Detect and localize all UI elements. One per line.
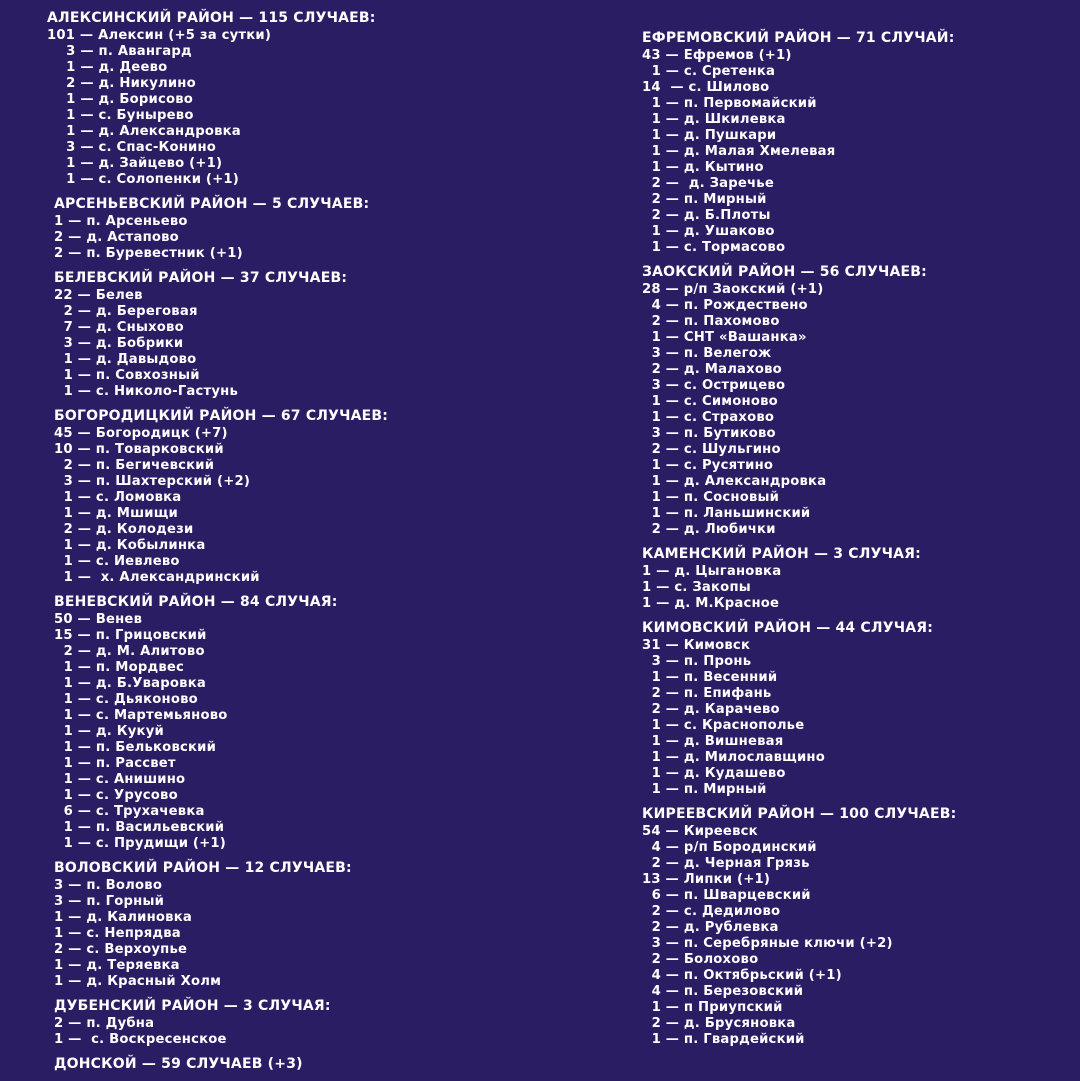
case-row: 1 — д. Александровка: [47, 124, 241, 139]
district-title: ЕФРЕМОВСКИЙ РАЙОН — 71 СЛУЧАЙ:: [642, 30, 955, 46]
district-title: ВОЛОВСКИЙ РАЙОН — 12 СЛУЧАЕВ:: [54, 860, 352, 876]
case-row: 1 — д. Калиновка: [54, 910, 192, 925]
district-title: КАМЕНСКИЙ РАЙОН — 3 СЛУЧАЯ:: [642, 546, 921, 562]
district-title: БЕЛЕВСКИЙ РАЙОН — 37 СЛУЧАЕВ:: [54, 270, 348, 286]
district-block: [642, 805, 1062, 1048]
case-row: 45 — Богородицк (+7): [54, 426, 228, 441]
case-row: 1 — п. Весенний: [642, 670, 778, 685]
case-row: 2 — п. Пахомово: [642, 314, 780, 329]
case-row: 3 — п. Бутиково: [642, 426, 776, 441]
case-row: 1 — д. Ушаково: [642, 224, 775, 239]
case-row: 4 — р/п Бородинский: [642, 840, 817, 855]
case-row: 54 — Киреевск: [642, 824, 758, 839]
district-title: КИРЕЕВСКИЙ РАЙОН — 100 СЛУЧАЕВ:: [642, 806, 957, 822]
case-row: 2 — п. Бегичевский: [54, 458, 215, 473]
case-row: 1 — п. Первомайский: [642, 96, 817, 111]
case-row: 2 — д. Карачево: [642, 702, 780, 717]
case-row: 1 — с. Воскресенское: [54, 1032, 227, 1047]
case-row: 1 — д. Мшищи: [54, 506, 178, 521]
case-row: 1 — СНТ «Вашанка»: [642, 330, 807, 345]
case-row: 1 — с. Иевлево: [54, 554, 180, 569]
case-row: 1 — д. Кукуй: [54, 724, 164, 739]
case-row: 1 — д. Красный Холм: [54, 974, 222, 989]
case-row: 3 — с. Острицево: [642, 378, 786, 393]
case-row: 3 — п. Пронь: [642, 654, 752, 669]
left-column: [47, 9, 567, 1081]
case-row: 1 — с. Урусово: [54, 788, 178, 803]
district-block: [47, 9, 567, 188]
case-row: 1 — с. Русятино: [642, 458, 774, 473]
case-row: 1 — д. Давыдово: [54, 352, 197, 367]
case-row: 1 — с. Прудищи (+1): [54, 836, 226, 851]
case-row: 1 — д. Малая Хмелевая: [642, 144, 836, 159]
case-row: 15 — п. Грицовский: [54, 628, 207, 643]
case-row: 1 — п. Ланьшинский: [642, 506, 811, 521]
case-row: 1 — с. Непрядва: [54, 926, 181, 941]
case-row: 3 — п. Велегож: [642, 346, 772, 361]
case-row: 2 — д. Заречье: [642, 176, 774, 191]
case-row: 2 — с. Шульгино: [642, 442, 781, 457]
case-row: 2 — д. Любички: [642, 522, 776, 537]
case-row: 101 — Алексин (+5 за сутки): [47, 28, 272, 43]
district-block: [642, 263, 1062, 538]
case-row: 2 — п. Дубна: [54, 1016, 155, 1031]
case-row: 1 — п. Бельковский: [54, 740, 217, 755]
case-row: 1 — п. Мирный: [642, 782, 767, 797]
case-row: 1 — х. Александринский: [54, 570, 260, 585]
case-row: 2 — с. Верхоупье: [54, 942, 188, 957]
case-row: 2 — п. Буревестник (+1): [54, 246, 243, 261]
case-row: 6 — п. Шварцевский: [642, 888, 811, 903]
case-row: 2 — д. Черная Грязь: [642, 856, 810, 871]
district-title: ЗАОКСКИЙ РАЙОН — 56 СЛУЧАЕВ:: [642, 264, 927, 280]
case-row: 4 — п. Октябрьский (+1): [642, 968, 842, 983]
case-row: 1 — д. Деево: [47, 60, 168, 75]
case-row: 1 — с. Страхово: [642, 410, 775, 425]
case-row: 3 — д. Бобрики: [54, 336, 184, 351]
case-row: 50 — Венев: [54, 612, 143, 627]
district-title: АЛЕКСИНСКИЙ РАЙОН — 115 СЛУЧАЕВ:: [47, 10, 376, 26]
case-row: 3 — с. Спас-Конино: [47, 140, 217, 155]
case-row: 7 — д. Сныхово: [54, 320, 184, 335]
district-title: ДОНСКОЙ — 59 СЛУЧАЕВ (+3): [54, 1056, 303, 1072]
case-row: 4 — п. Рождествено: [642, 298, 808, 313]
case-row: 1 — с. Мартемьяново: [54, 708, 228, 723]
case-row: 31 — Кимовск: [642, 638, 751, 653]
district-block: [47, 997, 567, 1048]
case-row: 2 — Болохово: [642, 952, 759, 967]
case-row: 2 — д. Б.Плоты: [642, 208, 771, 223]
case-row: 3 — п. Горный: [54, 894, 165, 909]
case-row: 2 — д. Рублевка: [642, 920, 779, 935]
case-row: 1 — д. Кобылинка: [54, 538, 206, 553]
case-row: 1 — с. Краснополье: [642, 718, 805, 733]
district-block: [642, 545, 1062, 612]
district-title: БОГОРОДИЦКИЙ РАЙОН — 67 СЛУЧАЕВ:: [54, 408, 389, 424]
case-row: 1 — д. Борисово: [47, 92, 194, 107]
case-row: 2 — д. Колодези: [54, 522, 194, 537]
case-row: 10 — п. Товарковский: [54, 442, 224, 457]
case-row: 1 — д. Кытино: [642, 160, 764, 175]
case-row: 1 — д. Александровка: [642, 474, 827, 489]
case-row: 1 — п. Сосновый: [642, 490, 780, 505]
district-title: ДУБЕНСКИЙ РАЙОН — 3 СЛУЧАЯ:: [54, 998, 331, 1014]
case-row: 1 — п. Мордвес: [54, 660, 185, 675]
district-title: ВЕНЕВСКИЙ РАЙОН — 84 СЛУЧАЯ:: [54, 594, 338, 610]
case-row: 1 — с. Бунырево: [47, 108, 194, 123]
case-row: 1 — с. Тормасово: [642, 240, 786, 255]
case-row: 3 — п. Авангард: [47, 44, 192, 59]
case-row: 1 — с. Закопы: [642, 580, 751, 595]
district-block: [47, 407, 567, 586]
case-row: 1 — п. Рассвет: [54, 756, 176, 771]
case-row: 4 — п. Березовский: [642, 984, 804, 999]
case-row: 1 — п Приупский: [642, 1000, 783, 1015]
case-row: 2 — п. Мирный: [642, 192, 767, 207]
right-column: [642, 29, 1062, 1055]
case-row: 1 — д. Милославщино: [642, 750, 825, 765]
district-block: [642, 29, 1062, 256]
case-row: 1 — д. Б.Уваровка: [54, 676, 206, 691]
case-row: 1 — п. Гвардейский: [642, 1032, 805, 1047]
case-row: 1 — п. Совхозный: [54, 368, 200, 383]
case-row: 28 — р/п Заокский (+1): [642, 282, 824, 297]
case-row: 2 — д. Береговая: [54, 304, 198, 319]
case-row: 43 — Ефремов (+1): [642, 48, 792, 63]
case-row: 2 — д. Никулино: [47, 76, 196, 91]
case-row: 3 — п. Волово: [54, 878, 163, 893]
district-block: [47, 593, 567, 852]
case-row: 1 — д. Пушкари: [642, 128, 777, 143]
case-row: 2 — с. Дедилово: [642, 904, 781, 919]
district-title: КИМОВСКИЙ РАЙОН — 44 СЛУЧАЯ:: [642, 620, 934, 636]
case-row: 1 — д. Теряевка: [54, 958, 180, 973]
case-row: 13 — Липки (+1): [642, 872, 771, 887]
case-row: 1 — д. Кудашево: [642, 766, 786, 781]
case-row: 1 — с. Дьяконово: [54, 692, 198, 707]
case-row: 2 — д. Брусяновка: [642, 1016, 796, 1031]
case-row: 2 — д. М. Алитово: [54, 644, 205, 659]
case-row: 1 — д. М.Красное: [642, 596, 780, 611]
case-row: 1 — п. Васильевский: [54, 820, 225, 835]
case-row: 1 — п. Арсеньево: [54, 214, 188, 229]
case-row: 1 — с. Сретенка: [642, 64, 776, 79]
case-row: 3 — п. Шахтерский (+2): [54, 474, 251, 489]
case-row: 1 — д. Цыгановка: [642, 564, 782, 579]
district-title: АРСЕНЬЕВСКИЙ РАЙОН — 5 СЛУЧАЕВ:: [54, 196, 370, 212]
case-row: 1 — д. Вишневая: [642, 734, 784, 749]
case-row: 1 — с. Николо-Гастунь: [54, 384, 239, 399]
case-row: 1 — с. Анишино: [54, 772, 186, 787]
case-row: 1 — д. Шкилевка: [642, 112, 786, 127]
case-row: 1 — с. Солопенки (+1): [47, 172, 240, 187]
case-row: 3 — п. Серебряные ключи (+2): [642, 936, 893, 951]
case-row: 6 — с. Трухачевка: [54, 804, 205, 819]
case-row: 1 — с. Симоново: [642, 394, 778, 409]
district-block: [47, 195, 567, 262]
district-block: [47, 1055, 567, 1074]
case-row: 22 — Белев: [54, 288, 143, 303]
district-block: [642, 619, 1062, 798]
case-row: 2 — д. Малахово: [642, 362, 782, 377]
district-block: [47, 269, 567, 400]
district-block: [47, 859, 567, 990]
case-row: 1 — д. Зайцево (+1): [47, 156, 223, 171]
case-row: 14 — с. Шилово: [642, 80, 770, 95]
case-row: 2 — п. Епифань: [642, 686, 772, 701]
case-row: 1 — с. Ломовка: [54, 490, 182, 505]
case-row: 2 — д. Астапово: [54, 230, 179, 245]
